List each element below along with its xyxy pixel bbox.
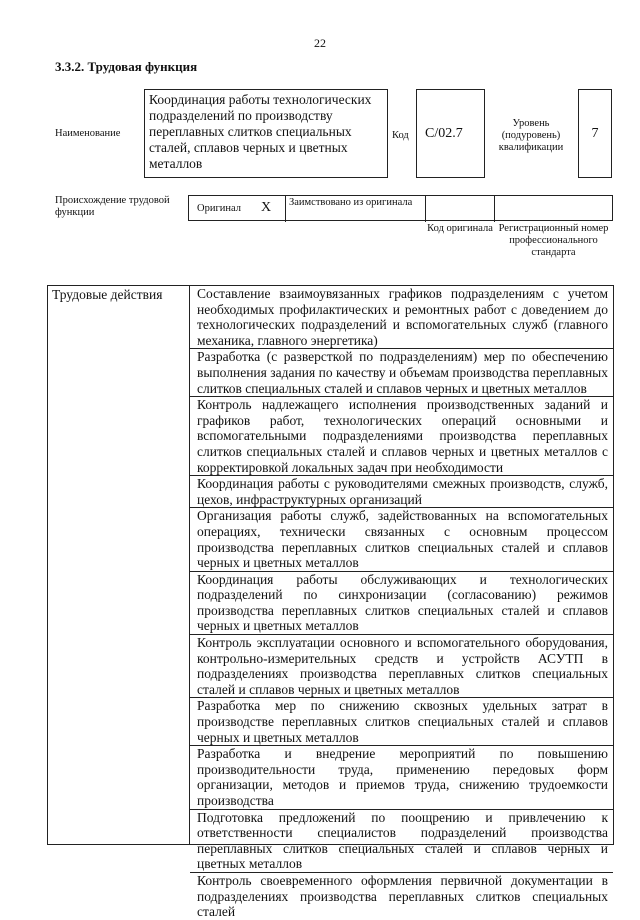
level-label: Уровень (подуровень) квалификации [498,118,564,153]
labor-action-item: Координация работы с руководителями смежных производств, служб, цехов, инфраструктурных организаций [190,476,613,508]
labor-action-item: Разработка (с разверсткой по подразделениям) мер по обеспечению выполнения задания по качеству и объемам производства переплавных слитков специальных сталей и сплавов черных и цветных металлов [190,349,613,397]
origin-label: Происхождение трудовой функции [55,195,170,218]
labor-actions-list [190,286,613,920]
origin-code-cell [426,196,495,222]
labor-actions-table [47,285,614,920]
reg-number-label: Регистрационный номер профессионального стандарта [498,223,609,258]
labor-action-item: Составление взаимоувязанных графиков подразделениям с учетом необходимых профилактических и ремонтных работ с доведением до технологических подразделений и вспомогательных служб (главного механика, главного энергетика) [190,286,613,349]
page-number: 22 [314,36,326,50]
code-original-label: Код оригинала [427,223,493,234]
labor-action-item: Контроль надлежащего исполнения производственных заданий и графиков работ, технологических операций основными и вспомогательными подразделениями производства переплавных слитков специальных сталей и сплавов черных и цветных металлов с корректировкой локальных задач при необходимости [190,397,613,476]
labor-action-item: Контроль эксплуатации основного и вспомогательного оборудования, контрольно-измерительных средств и устройств АСУТП в подразделениях производства переплавных слитков специальных сталей и сплавов черных и цветных металлов [190,635,613,698]
section-title: 3.3.2. Трудовая функция [55,59,198,74]
origin-original-cell [189,196,286,222]
labor-action-item: Разработка мер по снижению сквозных удельных затрат в производстве переплавных слитков специальных сталей и сплавов черных и цветных металлов [190,698,613,746]
function-name-value: Координация работы технологических подразделений по производству переплавных слитков специальных сталей, сплавов черных и цветных металлов [144,89,388,178]
original-label: Оригинал [197,203,241,214]
labor-action-item: Подготовка предложений по поощрению и привлечению к ответственности специалистов подразделений производства переплавных слитков специальных сталей и сплавов черных и цветных металлов [190,810,613,873]
level-value: 7 [578,89,612,178]
origin-reg-cell [495,196,612,222]
labor-action-item: Контроль своевременного оформления первичной документации в подразделениях производства переплавных слитков специальных сталей [197,872,608,920]
name-label: Наименование [55,128,121,139]
origin-row [188,195,613,221]
labor-action-item: Координация работы обслуживающих и технологических подразделений по синхронизации (согласованию) режимов производства переплавных слитков специальных сталей и сплавов черных и цветных металлов [190,572,613,635]
labor-action-item: Организация работы служб, задействованных на вспомогательных операциях, технически связанных с основным процессом производства переплавных слитков специальных сталей и сплавов черных и цветных металлов [190,508,613,571]
function-code-value: C/02.7 [416,89,485,178]
origin-borrowed-cell [286,196,426,222]
labor-actions-label: Трудовые действия [48,286,190,844]
code-label: Код [392,130,409,141]
original-mark: X [261,200,272,215]
borrowed-label: Заимствовано из оригинала [289,197,413,208]
labor-action-item: Разработка и внедрение мероприятий по повышению производительности труда, применению передовых форм организации, методов и приемов труда, снижению трудоемкости производства [190,746,613,809]
